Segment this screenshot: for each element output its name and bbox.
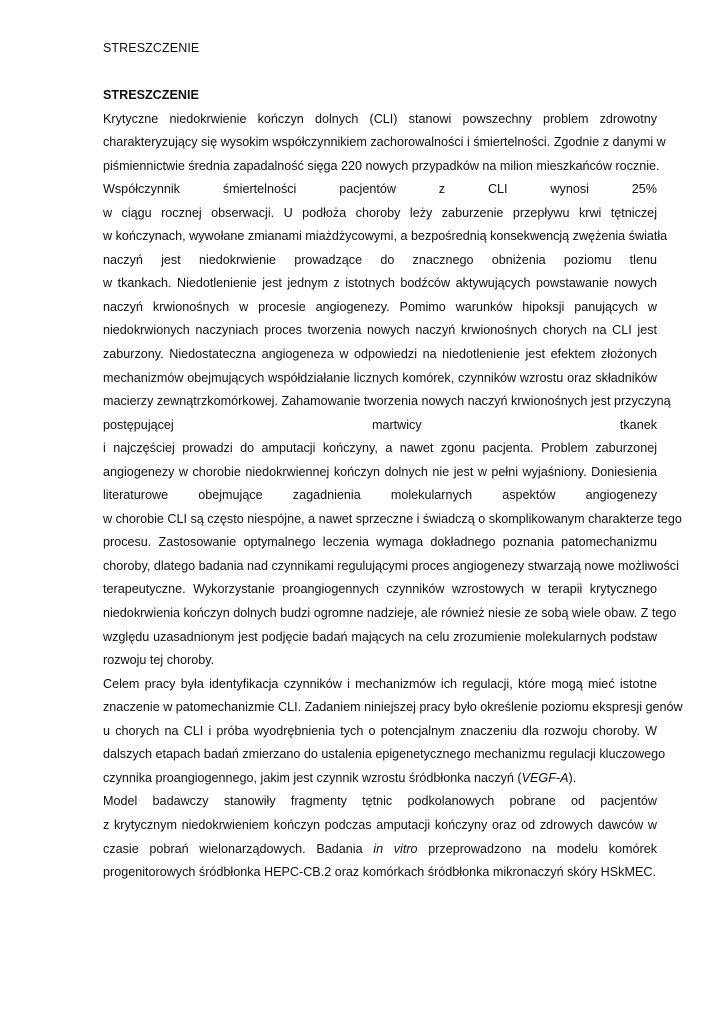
text-line: choroby, dlatego badania nad czynnikami regulującymi proces angiogenezy stwarzają nowe możliwości [103,558,679,573]
text-line: literaturowe obejmujące zagadnienia molekularnych aspektów angiogenezy [103,488,657,503]
text-line [103,767,657,791]
paragraph-2 [103,673,683,791]
text-line: względu uzasadnionym jest podjęcie badań mających na celu zrozumienie molekularnych podstaw [103,629,657,644]
text-line: w kończynach, wywołane zmianami miażdżycowymi, a bezpośrednią konsekwencją zwężenia światła [103,229,668,244]
text-line: w chorobie CLI są często niespójne, a nawet sprzeczne i świadczą o skomplikowanym charakterze tego [103,511,682,526]
text-line: niedokrwienia kończyn dolnych budzi ogromne nadzieje, ale również niesie ze sobą wiele obaw. Z tego [103,606,677,621]
text-line: u chorych na CLI i próba wyodrębnienia tych o potencjalnym znaczeniu dla rozwoju choroby. W [103,723,657,738]
text-line: Krytyczne niedokrwienie kończyn dolnych (CLI) stanowi powszechny problem zdrowotny [103,111,657,126]
text-line: w tkankach. Niedotlenienie jest jednym z istotnych bodźców aktywujących powstawanie nowych [103,276,657,291]
section-title: STRESZCZENIE [103,88,199,102]
text-line: dalszych etapach badań zmierzano do ustalenia epigenetycznego mechanizmu regulacji kluczowego [103,747,666,762]
paragraph-3 [103,790,657,884]
abstract-section [103,84,683,885]
text-segment: czasie pobrań wielonarządowych. Badania [103,841,374,856]
text-line: macierzy zewnątrzkomórkowej. Zahamowanie tworzenia nowych naczyń krwionośnych jest przyczyną [103,394,671,409]
gene-name-italic: VEGF-A [521,770,569,785]
in-vitro-italic: in vitro [373,841,418,856]
text-line: mechanizmów obejmujących współdziałanie licznych komórek, czynników wzrostu oraz składników [103,370,657,385]
text-line: Współczynnik śmiertelności pacjentów z CLI wynosi 25% [103,182,657,197]
text-line: terapeutyczne. Wykorzystanie proangiogennych czynników wzrostowych w terapii krytycznego [103,582,657,597]
text-line: progenitorowych śródbłonka HEPC-CB.2 oraz komórkach śródbłonka mikronaczyń skóry HSkMEC. [103,865,656,880]
text-line: zaburzony. Niedostateczna angiogeneza w odpowiedzi na niedotlenienie jest efektem złożonych [103,347,657,362]
text-line: naczyń krwionośnych w procesie angiogenezy. Pomimo warunków hipoksji panujących w [103,299,657,314]
text-line: i najczęściej prowadzi do amputacji kończyny, a nawet zgonu pacjenta. Problem zaburzonej [103,441,657,456]
running-header: STRESZCZENIE [103,41,200,55]
text-line: z krytycznym niedokrwieniem kończyn podczas amputacji kończyny oraz od zdrowych dawców w [103,817,657,832]
text-segment: ). [568,770,577,785]
text-line: angiogenezy w chorobie niedokrwiennej kończyn dolnych nie jest w pełni wyjaśniony. Doniesienia [103,464,657,479]
text-line: niedokrwionych naczyniach proces tworzenia nowych naczyń krwionośnych chorych na CLI jest [103,323,657,338]
text-line: procesu. Zastosowanie optymalnego leczenia wymaga dokładnego poznania patomechanizmu [103,535,657,550]
text-line: piśmiennictwie średnia zapadalność sięga 220 nowych przypadków na milion mieszkańców rocznie. [103,158,660,173]
text-line: postępującej martwicy tkanek [103,417,657,432]
text-segment: czynnika proangiogennego, jakim jest czynnik wzrostu śródbłonka naczyń ( [103,770,522,785]
paragraph-1 [103,108,682,673]
text-line: Model badawczy stanowiły fragmenty tętnic podkolanowych pobrane od pacjentów [103,794,657,809]
text-line: rozwoju tej choroby. [103,653,215,668]
text-line: Celem pracy była identyfikacja czynników i mechanizmów ich regulacji, które mogą mieć istotne [103,676,657,691]
text-line: znaczenie w patomechanizmie CLI. Zadaniem niniejszej pracy było określenie poziomu ekspresji genów [103,700,683,715]
text-line: w ciągu rocznej obserwacji. U podłoża choroby leży zaburzenie przepływu krwi tętniczej [103,205,657,220]
text-line: naczyń jest niedokrwienie prowadzące do znacznego obniżenia poziomu tlenu [103,252,657,267]
text-line: charakteryzujący się wysokim współczynnikiem zachorowalności i śmiertelności. Zgodnie z danymi w [103,135,666,150]
text-segment: przeprowadzono na modelu komórek [417,841,657,856]
text-line [103,838,657,862]
